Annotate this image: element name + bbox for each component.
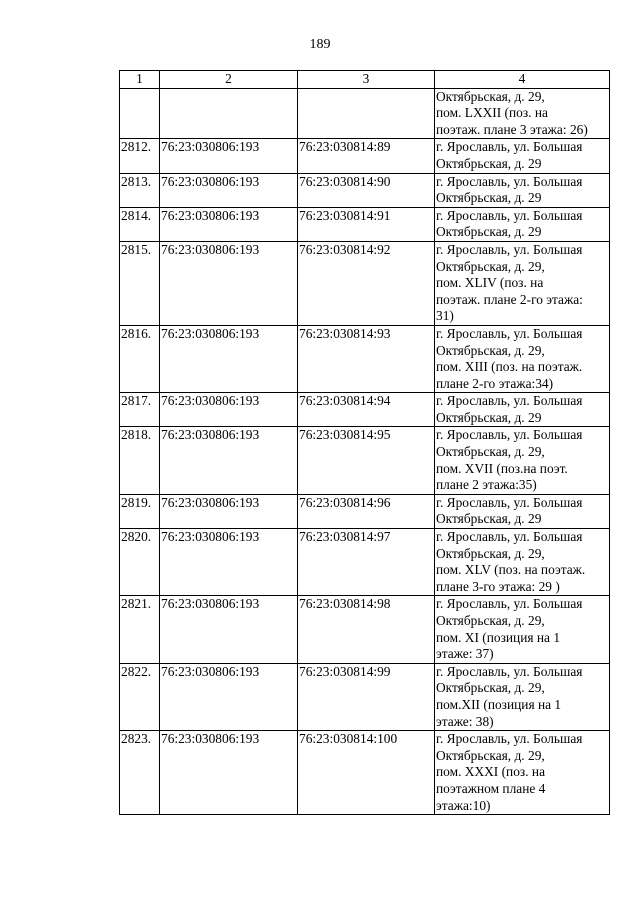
cell-address: г. Ярославль, ул. Большая Октябрьская, д. 29 [435, 207, 610, 241]
cell-address: г. Ярославль, ул. Большая Октябрьская, д. 29, пом. XLIV (поз. на поэтаж. плане 2-го этажа: 31) [435, 241, 610, 325]
header-col-3: 3 [298, 71, 435, 89]
cell-col3: 76:23:030814:94 [298, 393, 435, 427]
cell-num: 2818. [120, 427, 160, 494]
cell-num [120, 88, 160, 139]
cell-col2: 76:23:030806:193 [160, 427, 298, 494]
cell-col2: 76:23:030806:193 [160, 173, 298, 207]
cell-num: 2812. [120, 139, 160, 173]
cell-num: 2813. [120, 173, 160, 207]
cell-address: г. Ярославль, ул. Большая Октябрьская, д. 29, пом. XLV (поз. на поэтаж. плане 3-го этажа: 29 ) [435, 529, 610, 596]
cell-address: г. Ярославль, ул. Большая Октябрьская, д. 29 [435, 494, 610, 528]
table-row [120, 325, 610, 392]
cell-num: 2815. [120, 241, 160, 325]
cell-num: 2820. [120, 529, 160, 596]
table-row [120, 207, 610, 241]
cell-col3: 76:23:030814:99 [298, 663, 435, 730]
cell-address: г. Ярославль, ул. Большая Октябрьская, д. 29 [435, 173, 610, 207]
cell-col3: 76:23:030814:97 [298, 529, 435, 596]
cell-address: г. Ярославль, ул. Большая Октябрьская, д. 29, пом.XII (позиция на 1 этаже: 38) [435, 663, 610, 730]
cell-address: г. Ярославль, ул. Большая Октябрьская, д. 29 [435, 139, 610, 173]
cell-num: 2823. [120, 731, 160, 815]
table-row [120, 393, 610, 427]
cell-col3: 76:23:030814:95 [298, 427, 435, 494]
header-col-1: 1 [120, 71, 160, 89]
cell-col3: 76:23:030814:91 [298, 207, 435, 241]
cell-col3: 76:23:030814:100 [298, 731, 435, 815]
cell-col3: 76:23:030814:92 [298, 241, 435, 325]
cell-address: г. Ярославль, ул. Большая Октябрьская, д. 29, пом. XVII (поз.на поэт. плане 2 этажа:35) [435, 427, 610, 494]
cell-col2: 76:23:030806:193 [160, 663, 298, 730]
cell-col2: 76:23:030806:193 [160, 207, 298, 241]
table-header-row [120, 71, 610, 89]
cell-num: 2817. [120, 393, 160, 427]
cell-num: 2816. [120, 325, 160, 392]
table-row [120, 663, 610, 730]
page-number: 189 [309, 37, 331, 52]
cell-num: 2821. [120, 596, 160, 663]
table-row-continuation [120, 88, 610, 139]
header-col-2: 2 [160, 71, 298, 89]
cell-col3: 76:23:030814:96 [298, 494, 435, 528]
cell-col2: 76:23:030806:193 [160, 393, 298, 427]
cell-col3: 76:23:030814:93 [298, 325, 435, 392]
cell-col2: 76:23:030806:193 [160, 494, 298, 528]
cell-col2: 76:23:030806:193 [160, 139, 298, 173]
cell-col3 [298, 88, 435, 139]
cell-num: 2819. [120, 494, 160, 528]
table-row [120, 529, 610, 596]
header-col-4: 4 [435, 71, 610, 89]
table-row [120, 173, 610, 207]
table-row [120, 494, 610, 528]
cell-address: г. Ярославль, ул. Большая Октябрьская, д. 29, пом. XIII (поз. на поэтаж. плане 2-го этажа:34) [435, 325, 610, 392]
cell-address: г. Ярославль, ул. Большая Октябрьская, д. 29, пом. XXXI (поз. на поэтажном плане 4 этажа:10) [435, 731, 610, 815]
table-row [120, 139, 610, 173]
cell-col2: 76:23:030806:193 [160, 241, 298, 325]
cell-address: г. Ярославль, ул. Большая Октябрьская, д. 29 [435, 393, 610, 427]
cell-col3: 76:23:030814:90 [298, 173, 435, 207]
cell-address: Октябрьская, д. 29, пом. LXXII (поз. на поэтаж. плане 3 этажа: 26) [435, 88, 610, 139]
table-row [120, 731, 610, 815]
cell-num: 2822. [120, 663, 160, 730]
cell-col3: 76:23:030814:89 [298, 139, 435, 173]
cell-col2: 76:23:030806:193 [160, 596, 298, 663]
cell-num: 2814. [120, 207, 160, 241]
cell-col2: 76:23:030806:193 [160, 529, 298, 596]
cell-col2: 76:23:030806:193 [160, 325, 298, 392]
cell-col3: 76:23:030814:98 [298, 596, 435, 663]
cell-col2: 76:23:030806:193 [160, 731, 298, 815]
table-row [120, 427, 610, 494]
cadastral-table [119, 70, 610, 815]
table-row [120, 596, 610, 663]
cell-address: г. Ярославль, ул. Большая Октябрьская, д. 29, пом. XI (позиция на 1 этаже: 37) [435, 596, 610, 663]
table-row [120, 241, 610, 325]
cell-col2 [160, 88, 298, 139]
